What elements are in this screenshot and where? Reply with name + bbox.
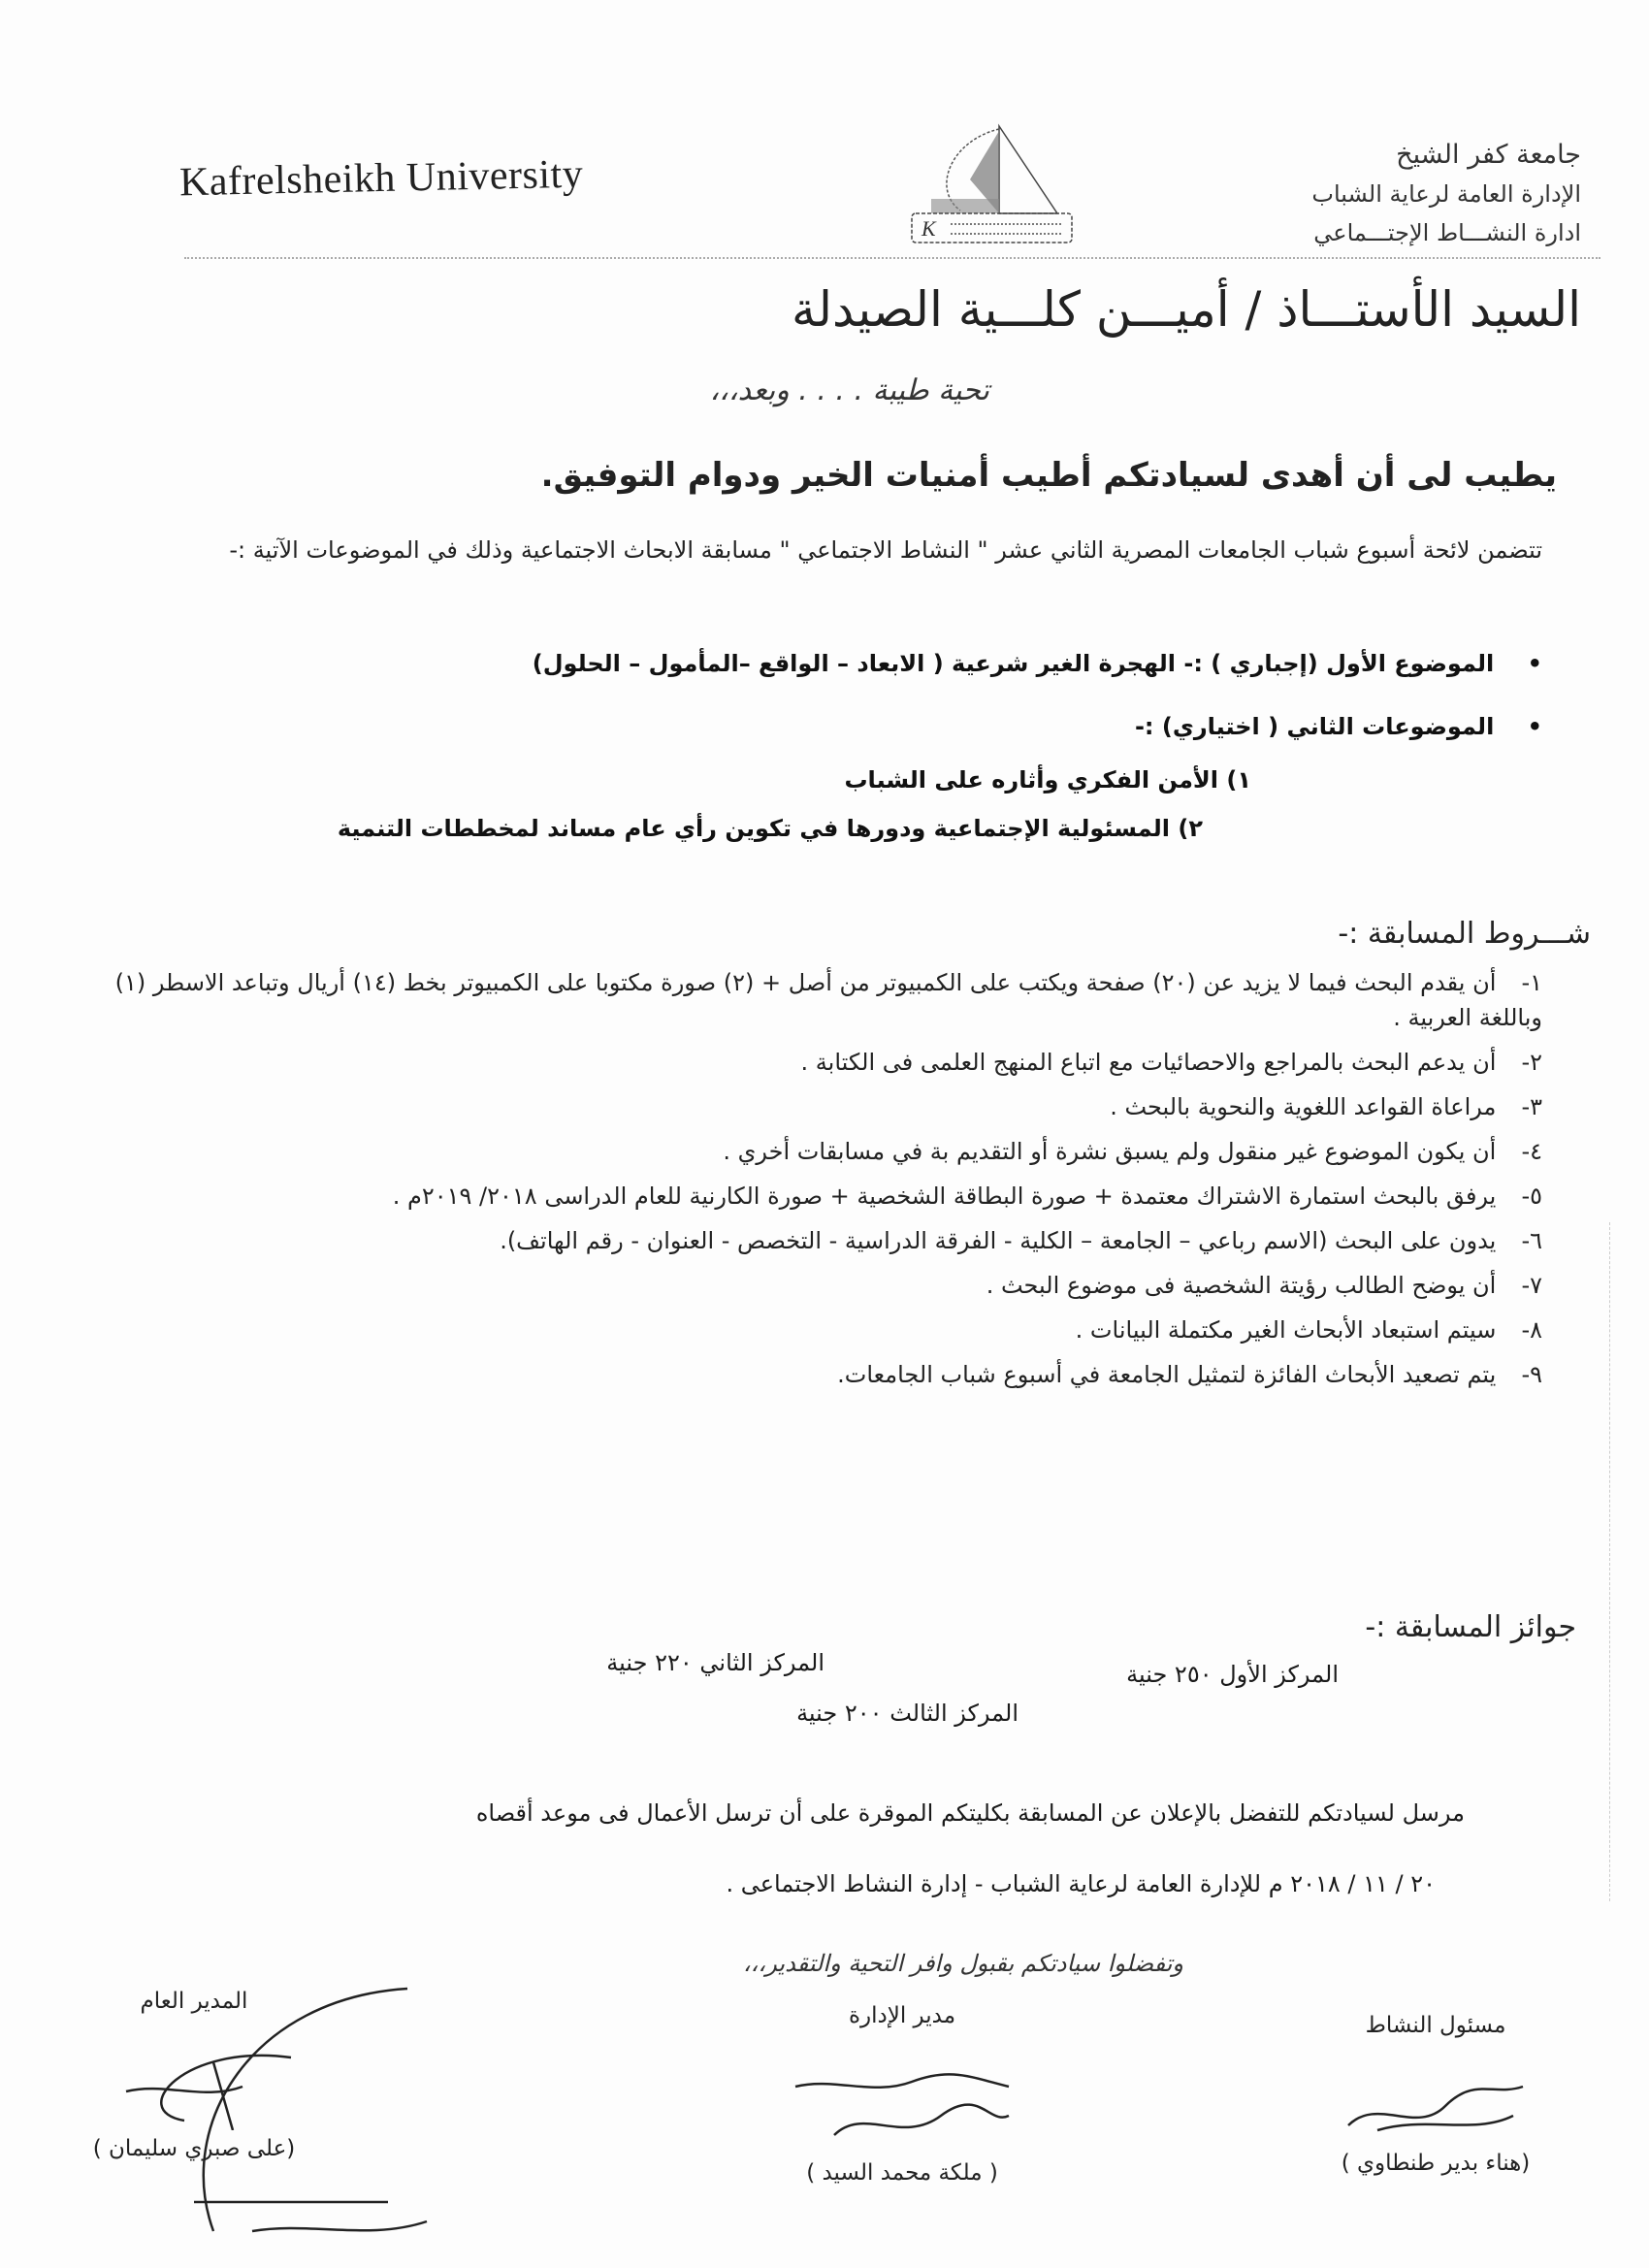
closing-line-1: مرسل لسيادتكم للتفضل بالإعلان عن المسابقة بكليتكم الموقرة على أن ترسل الأعمال فى موعد أقصاه xyxy=(475,1799,1465,1827)
condition-item: ٢- أن يدعم البحث بالمراجع والاحصائيات مع اتباع المنهج العلمى فى الكتابة . xyxy=(800,1049,1542,1076)
intro-paragraph: تتضمن لائحة أسبوع شباب الجامعات المصرية الثاني عشر " النشاط الاجتماعي " مسابقة الابحاث الاجتماعية وذلك في الموضوعات الآتية :- xyxy=(229,536,1542,564)
closing-line-2: ٢٠ / ١١ / ٢٠١٨ م للإدارة العامة لرعاية الشباب - إدارة النشاط الاجتماعى . xyxy=(726,1870,1436,1897)
conditions-list xyxy=(87,965,1542,1402)
signature-title: مدير الإدارة xyxy=(848,2003,956,2028)
letterhead-department: الإدارة العامة لرعاية الشباب xyxy=(1311,180,1581,208)
condition-item: ٩- يتم تصعيد الأبحاث الفائزة لتمثيل الجامعة في أسبوع شباب الجامعات. xyxy=(837,1361,1542,1388)
scan-edge-mark xyxy=(1609,1222,1610,1901)
handwritten-signature-icon xyxy=(776,2067,1028,2155)
prize-first: المركز الأول ٢٥٠ جنية xyxy=(1126,1661,1339,1688)
signature-title: المدير العام xyxy=(140,1989,248,2014)
signature-name: (على صبري سليمان ) xyxy=(92,2136,296,2161)
subtopic-2: ٢) المسئولية الإجتماعية ودورها في تكوين رأي عام مساند لمخططات التنمية xyxy=(337,815,1203,842)
bullet-icon: • xyxy=(1527,650,1542,677)
topic-2-label: الموضوعات الثاني ( اختياري) :- xyxy=(1134,713,1495,740)
university-english-name: Kafrelsheikh University xyxy=(178,151,584,206)
condition-item: ٦- يدون على البحث (الاسم رباعي – الجامعة – الكلية - الفرقة الدراسية - التخصص - العنوان - رقم الهاتف). xyxy=(500,1227,1542,1254)
topic-2 xyxy=(1135,713,1542,740)
arabic-letterhead xyxy=(1311,136,1581,252)
condition-item: ٧- أن يوضح الطالب رؤيتة الشخصية فى موضوع البحث . xyxy=(986,1272,1542,1299)
signature-department-manager xyxy=(776,2003,1028,2186)
prize-third: المركز الثالث ٢٠٠ جنية xyxy=(796,1700,1018,1727)
salutation: السيد الأستـــاذ / أميـــن كلـــية الصيدلة xyxy=(792,281,1581,338)
prize-second: المركز الثاني ٢٢٠ جنية xyxy=(606,1649,824,1676)
header-divider xyxy=(184,257,1600,259)
letterhead-university: جامعة كفر الشيخ xyxy=(1396,140,1581,170)
condition-item: ٨- سيتم استبعاد الأبحاث الغير مكتملة البيانات . xyxy=(1075,1316,1542,1344)
handwritten-signature-icon xyxy=(1339,2077,1533,2145)
condition-item: ٣- مراعاة القواعد اللغوية والنحوية بالبحث . xyxy=(1110,1093,1542,1120)
condition-item: ٥- يرفق بالبحث استمارة الاشتراك معتمدة + صورة البطاقة الشخصية + صورة الكارنية للعام الدراسى ٢٠١٨/ ٢٠١٩م . xyxy=(392,1183,1542,1210)
topic-1-text: الهجرة الغير شرعية ( الابعاد – الواقع –المأمول – الحلول) xyxy=(532,650,1177,677)
condition-item: ١- أن يقدم البحث فيما لا يزيد عن (٢٠) صفحة ويكتب على الكمبيوتر من أصل + (٢) صورة مكتوبا على الكمبيوتر بخط (١٤) أريال وتباعد الاسطر (١) وباللغة العربية . xyxy=(114,969,1542,1031)
signature-title: مسئول النشاط xyxy=(1365,2013,1506,2038)
condition-item: ٤- أن يكون الموضوع غير منقول ولم يسبق نشرة أو التقديم بة في مسابقات أخري . xyxy=(723,1138,1542,1165)
signature-activity-officer xyxy=(1339,2013,1533,2176)
regards-line: وتفضلوا سيادتكم بقبول وافر التحية والتقدير،،، xyxy=(742,1950,1183,1977)
bullet-icon: • xyxy=(1527,713,1542,740)
wishes-line: يطيب لى أن أهدى لسيادتكم أطيب أمنيات الخير ودوام التوفيق. xyxy=(540,456,1557,495)
conditions-heading: شـــروط المسابقة :- xyxy=(1338,917,1591,951)
signature-name: ( ملكة محمد السيد ) xyxy=(806,2160,998,2186)
letterhead-division: ادارة النشـــاط الإجتـــماعي xyxy=(1313,219,1581,246)
handwritten-annotation-icon xyxy=(136,1979,446,2260)
topic-1-label: الموضوع الأول (إجباري ) :- xyxy=(1183,650,1495,677)
svg-text:K: K xyxy=(922,216,936,241)
signature-name: (هناء بدير طنطاوي ) xyxy=(1341,2151,1531,2176)
greeting: تحية طيبة . . . . وبعد،،، xyxy=(709,373,989,407)
prizes-heading: جوائز المسابقة :- xyxy=(1365,1610,1576,1644)
subtopic-1: ١) الأمن الفكري وأثاره على الشباب xyxy=(844,766,1251,794)
university-logo-icon xyxy=(892,121,1086,247)
topic-1 xyxy=(533,650,1542,677)
